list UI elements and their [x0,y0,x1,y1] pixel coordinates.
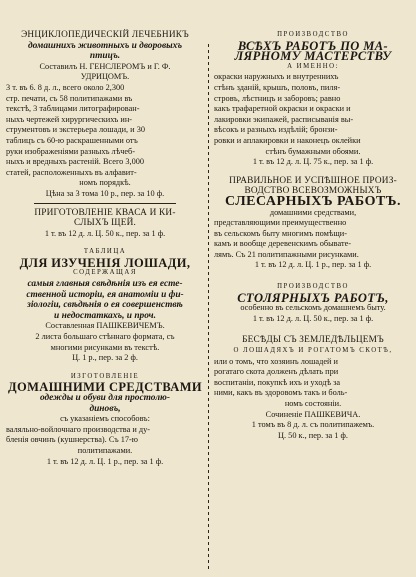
listing-text: и недостаткахъ, и проч. [54,310,156,321]
listing-text: зіологіи, свѣдѣнія о ея совершенствѣ [27,300,183,311]
listing-title: СТОЛЯРНЫХЪ РАБОТЪ, [237,290,389,305]
listing-text: ныхъ чертежей хирургическихъ ин- [6,114,133,124]
listing-price: 1 т. въ 12 д. л. Ц. 75 к., пер. за 1 ф. [252,157,374,167]
spacer [6,239,204,247]
listing-text: таблицъ съ 60-ю раскрашенными отъ [6,135,138,145]
listing-text: 1 томъ въ 8 д. л. съ политипажемъ. [251,420,375,430]
column-divider [208,44,209,572]
listing-price: Ц. 1 р., пер. за 2 ф. [72,353,138,363]
listing-text: номъ состояніи. [284,399,342,408]
listing-text: 2 листа большаго стѣннаго формата, съ [35,332,175,342]
listing-text: многими рисунками въ текстѣ. [50,342,160,352]
encyclopedic-veterinary-listing [6,30,204,200]
listing-text: или о томъ, что хозяинъ лошадей и [214,356,338,366]
listing-text: руки изображеніями разныхъ лѣчеб- [6,146,136,156]
listing-title: ПРИГОТОВЛЕНІЕ КВАСА И КИ- [34,207,176,218]
listing-text: ныхъ и вредныхъ растеній. Всего 3,000 [6,157,145,167]
listing-title: СЛЫХЪ ЩЕЙ. [73,218,137,229]
listing-text: рогатаго скота долженъ дѣлать при [214,367,339,377]
listing-author: Сочиненіе ПАШКЕВИЧА. [265,409,361,419]
spacer [214,324,412,335]
spacer [214,271,412,282]
listing-text: 3 т. въ 6. 8 д. л., всего около 2,300 [6,82,125,92]
listing-text: съ указаніемъ способовъ: [60,414,150,424]
listing-subtitle: птицъ. [89,51,121,62]
clothing-listing [6,372,204,467]
listing-text: ровки и аплакировки и наконецъ оклейки [214,135,361,145]
listing-label: А ИМЕННО: [287,62,339,70]
listing-title: ВОДСТВО ВСЕВОЗМОЖНЫХЪ [244,186,382,197]
listing-text: стр. печати, съ 58 политипажами въ [6,93,133,103]
listing-title: ПРАВИЛЬНОЕ И УСПѢШНОЕ ПРОИЗ- [229,175,397,186]
conversations-listing [214,335,412,441]
listing-price: Ц. 50 к., пер. за 1 ф. [278,430,348,440]
listing-subtitle: домашними средствами, [269,207,357,217]
listing-text: вѣсокъ и разныхъ издѣлій; бронзи- [214,125,338,135]
listing-price: 1 т. въ 12 д. л. Ц. 50 к., пер. за 1 ф. [252,313,374,323]
listing-price: 1 т. въ 12 д. л. Ц. 50 к., пер. за 1 ф. [44,228,166,238]
listing-text: въ сельскомъ быту многимъ помѣщи- [214,228,347,238]
listing-subtitle: домашнихъ животныхъ и дворовыхъ [27,40,183,51]
listing-title: БЕСѢДЫ СЪ ЗЕМЛЕДѢЛЬЦЕМЪ [242,335,384,346]
listing-text: воспитаніи, покупкѣ ихъ и уходѣ за [214,377,341,387]
listing-text: струментовъ и экстерьера лошади, и 30 [6,125,145,135]
listing-label: ИЗГОТОВЛЕНІЕ [70,372,140,380]
listing-text: самыя главныя свѣдѣнія изъ ея есте- [27,279,183,290]
listing-price: 1 т. въ 12 д. л. Ц. 1 р., пер. за 1 ф. [46,456,164,466]
listing-text: стѣнъ бумажными обоями. [265,146,361,156]
listing-label: СОДЕРЖАЩАЯ [73,269,137,277]
listing-subtitle: одежды и обуви для простолю- [39,393,171,403]
listing-text: ними, какъ въ здоровомъ такъ и боль- [214,388,348,398]
listing-label: ПРОИЗВОДСТВО [277,283,349,291]
listing-text: политипажами. [77,445,133,455]
section-divider [34,203,176,205]
listing-author: Составленная ПАШКЕВИЧЕМЪ. [45,321,165,331]
listing-subtitle: О ЛОШАДЯХЪ И РОГАТОМЪ СКОТѢ, [233,347,393,355]
listing-authors: УДРИЦОМЪ. [80,72,130,82]
listing-text: номъ порядкѣ. [79,178,131,188]
listing-text: лакировки экипажей, расписыванія вы- [214,114,354,124]
right-column [214,30,412,441]
listing-text: какъ трафаретной окраски и окраски и [214,104,351,114]
painting-listing [214,30,412,168]
listing-text: лямъ. Съ 21 политипажными рисунками. [214,249,359,259]
listing-title: СЛЕСАРНЫХЪ РАБОТЪ. [224,193,402,209]
listing-text: статей, расположенныхъ въ алфавит- [6,167,137,177]
listing-label: ПРОИЗВОДСТВО [277,31,349,38]
spacer [6,364,204,372]
listing-subtitle: диновъ, [89,403,121,414]
listing-text: стѣнъ зданій, крышъ, половъ, пиля- [214,82,341,92]
listing-text: представляющими преимущественно [214,218,347,228]
listing-authors: Составилъ Н. ГЕНСЛЕРОМЪ и Г. Ф. [39,61,171,71]
horse-table-listing [6,247,204,364]
kvass-listing [6,208,204,240]
listing-text: особенно въ сельскомъ домашнемъ быту. [240,303,386,313]
listing-text: камъ и вообще деревенскимъ обывате- [214,239,352,249]
spacer [214,168,412,176]
listing-price: Цѣна за 3 тома 10 р., пер. за 10 ф. [45,188,165,198]
listing-title: ДОМАШНИМИ СРЕДСТВАМИ [7,380,203,395]
carpentry-listing [214,282,412,324]
listing-text: окраски наружныхъ и внутреннихъ [214,72,339,82]
listing-text: текстѣ, 3 таблицами литографирован- [6,104,140,114]
listing-label: ТАБЛИЦА [83,248,127,256]
listing-price: 1 т. въ 12 д. л. Ц. 1 р., пер. за 1 ф. [254,260,372,270]
left-column [6,30,204,467]
listing-title: ДЛЯ ИЗУЧЕНІЯ ЛОШАДИ, [19,255,191,270]
listing-text: ственной исторіи, ея анатоміи и фи- [26,289,184,300]
listing-text: валяльно-войлочнаго производства и ду- [6,424,150,434]
listing-title: ЭНЦИКЛОПЕДИЧЕСКІЙ ЛЕЧЕБНИКЪ [21,30,189,40]
listing-title: ВСѢХЪ РАБОТЪ ПО МА- [237,38,389,53]
locksmith-listing [214,176,412,271]
listing-text: бленія овчинъ (кушнерства). Съ 17-ю [6,435,138,445]
listing-text: стровъ, лѣстницъ и заборовъ; равно [214,93,341,103]
listing-title: ЛЯРНОМУ МАСТЕРСТВУ [234,49,392,64]
